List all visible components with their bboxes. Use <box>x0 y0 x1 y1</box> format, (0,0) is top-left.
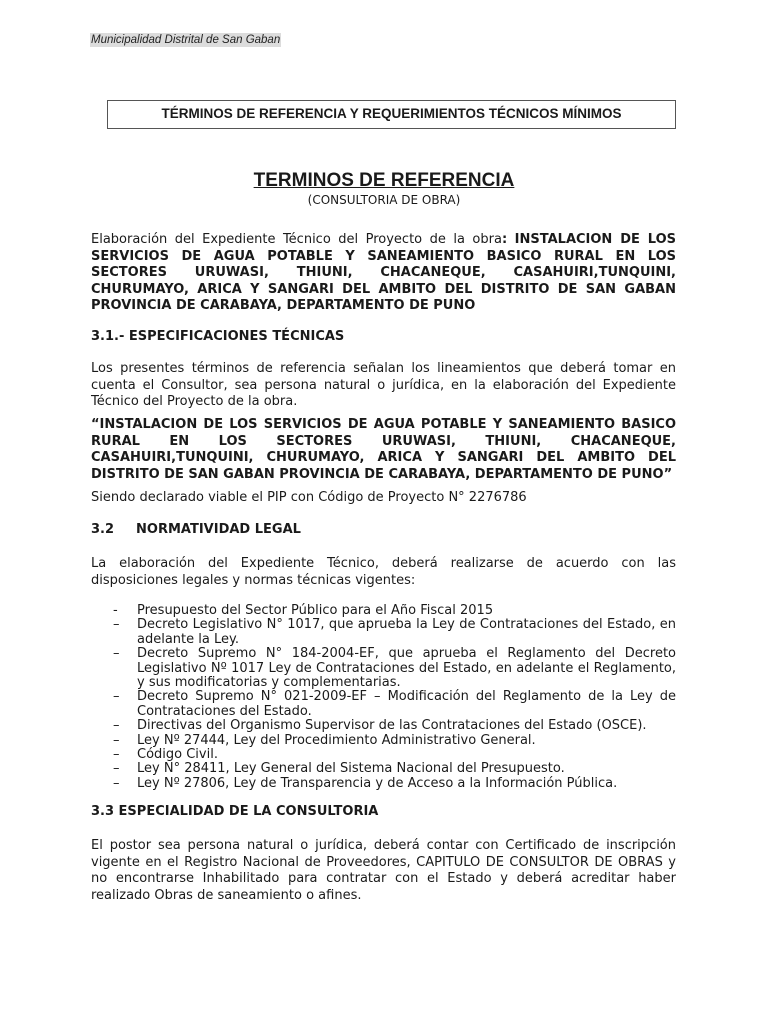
project-line: CASAHUIRI,TUNQUINI, CHURUMAYO, ARICA Y SANGARI DEL AMBITO DEL <box>91 450 676 465</box>
document-subtitle: (CONSULTORIA DE OBRA) <box>307 193 461 207</box>
intro-paragraph <box>91 232 676 315</box>
project-line: “INSTALACION DE LOS SERVICIOS DE AGUA POTABLE Y SANEAMIENTO BASICO <box>91 417 676 432</box>
section-3-3-heading: 3.3 ESPECIALIDAD DE LA CONSULTORIA <box>91 804 379 819</box>
list-item: – Código Civil. <box>113 747 218 763</box>
intro-colon: : <box>501 232 508 247</box>
section-3-3-paragraph: El postor sea persona natural o jurídica, deberá contar con Certificado de inscripción vigente en el Registro Nacional de Proveedores, CAPITULO DE CONSULTOR DE OBRAS y no encontrarse Inhabilitado para contratar con el Estado y deberá acreditar haber realizado Obras de saneamiento o afines. <box>91 838 676 903</box>
list-item: – Decreto Legislativo N° 1017, que aprueba la Ley de Contrataciones del Estado, en adelante la Ley. <box>113 617 676 647</box>
section-3-2-heading <box>91 522 676 539</box>
page-header: Municipalidad Distrital de San Gaban <box>91 34 281 46</box>
section-title: NORMATIVIDAD LEGAL <box>136 522 301 537</box>
list-item: – Ley Nº 27444, Ley del Procedimiento Administrativo General. <box>113 732 536 748</box>
list-item: – Decreto Supremo N° 184-2004-EF, que aprueba el Reglamento del Decreto Legislativo Nº 1017 Ley de Contrataciones del Estado, en adelante el Reglamento, y sus modificatorias y complementarias. <box>113 646 676 691</box>
intro-line: SECTORES URUWASI, THIUNI, CHACANEQUE, CASAHUIRI,TUNQUINI, <box>91 265 676 280</box>
intro-line: INSTALACION DE LOS <box>514 232 676 247</box>
legal-list <box>91 604 676 791</box>
intro-line: PROVINCIA DE CARABAYA, DEPARTAMENTO DE PUNO <box>91 298 476 313</box>
intro-line: CHURUMAYO, ARICA Y SANGARI DEL AMBITO DEL DISTRITO DE SAN GABAN <box>91 281 676 297</box>
title-box-text: TÉRMINOS DE REFERENCIA Y REQUERIMIENTOS TÉCNICOS MÍNIMOS <box>161 106 622 122</box>
document-title: TERMINOS DE REFERENCIA <box>253 170 515 191</box>
intro-lead: Elaboración del Expediente Técnico del Proyecto de la obra <box>91 232 502 247</box>
project-name-block <box>91 417 676 483</box>
title-box <box>107 100 676 129</box>
project-line: DISTRITO DE SAN GABAN PROVINCIA DE CARABAYA, DEPARTAMENTO DE PUNO” <box>91 466 673 482</box>
section-3-2-paragraph: La elaboración del Expediente Técnico, deberá realizarse de acuerdo con las disposiciones legales y normas técnicas vigentes: <box>91 556 676 588</box>
project-code-line: Siendo declarado viable el PIP con Código de Proyecto N° 2276786 <box>91 490 527 505</box>
section-3-1-heading: 3.1.- ESPECIFICACIONES TÉCNICAS <box>91 329 345 344</box>
list-item: - Presupuesto del Sector Público para el Año Fiscal 2015 <box>113 603 494 618</box>
list-item: – Directivas del Organismo Supervisor de las Contrataciones del Estado (OSCE). <box>113 718 647 734</box>
project-line: RURAL EN LOS SECTORES URUWASI, THIUNI, CHACANEQUE, <box>91 433 676 449</box>
list-item: – Decreto Supremo N° 021-2009-EF – Modificación del Reglamento de la Ley de Contrataciones del Estado. <box>113 689 676 719</box>
intro-line: SERVICIOS DE AGUA POTABLE Y SANEAMIENTO BASICO RURAL EN LOS <box>91 248 676 264</box>
list-item: – Ley N° 28411, Ley General del Sistema Nacional del Presupuesto. <box>113 761 565 777</box>
section-3-1-paragraph: Los presentes términos de referencia señalan los lineamientos que deberá tomar en cuenta el Consultor, sea persona natural o jurídica, en la elaboración del Expediente Técnico del Proyecto de la obra. <box>91 361 676 409</box>
section-number: 3.2 <box>91 522 115 537</box>
list-item: – Ley Nº 27806, Ley de Transparencia y de Acceso a la Información Pública. <box>113 775 618 791</box>
